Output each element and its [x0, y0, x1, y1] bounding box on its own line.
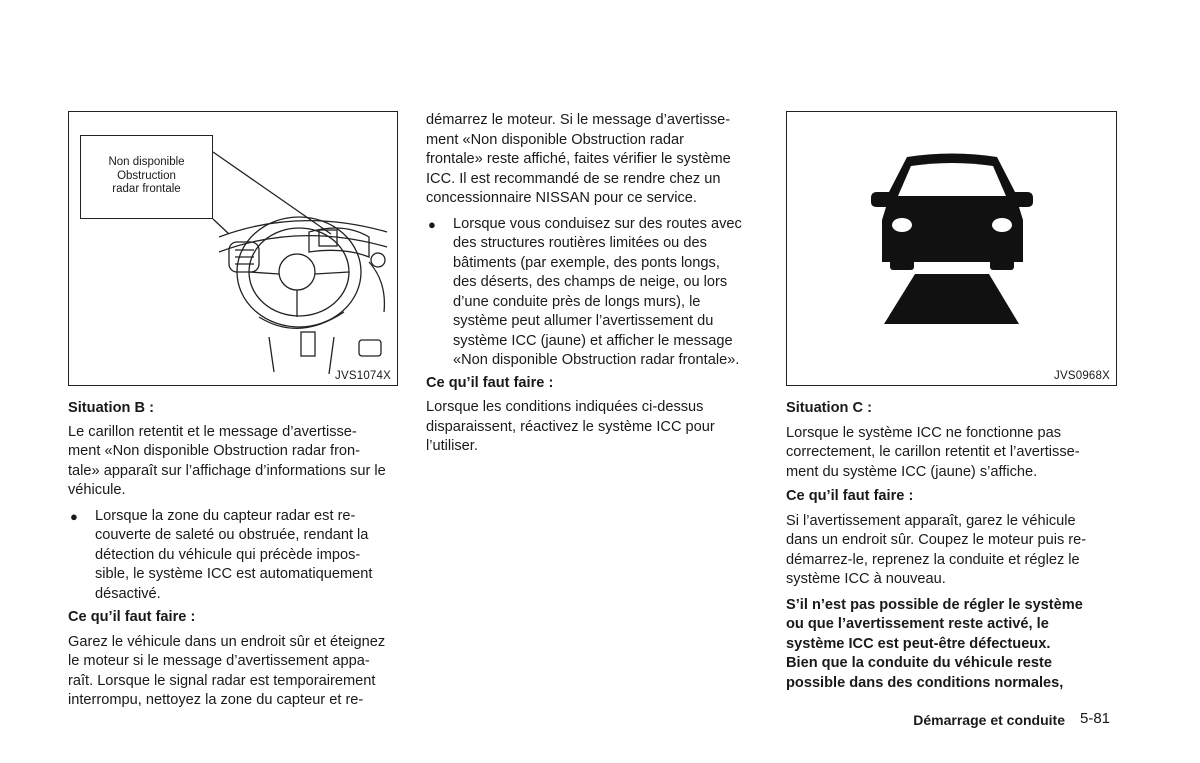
situation-c-heading: Situation C : — [786, 400, 872, 416]
action-line: disparaissent, réactivez le système ICC pour — [426, 418, 715, 435]
middle-column — [426, 111, 758, 457]
situation-b-heading: Situation B : — [68, 400, 154, 416]
warning-line: possible dans des conditions normales, — [786, 674, 1064, 691]
bullet-line: d’une conduite près de longs murs), le — [453, 293, 701, 310]
footer-section-title: Démarrage et conduite — [913, 712, 1065, 728]
bullet-dot: ● — [70, 508, 78, 524]
continued-line: frontale» reste affiché, faites vérifier le système — [426, 151, 731, 167]
action-line: le moteur si le message d’avertissement appa- — [68, 653, 370, 669]
action-line: dans un endroit sûr. Coupez le moteur puis re- — [786, 532, 1087, 548]
bullet-line: des déserts, des champs de neige, ou lors — [453, 274, 728, 290]
intro-line: ment du système ICC (jaune) s’affiche. — [786, 463, 1038, 480]
figure-situation-b — [68, 111, 398, 386]
continued-line: concessionnaire NISSAN pour ce service. — [426, 190, 697, 206]
continued-line: ICC. Il est recommandé de se rendre chez un — [426, 170, 721, 187]
message-line: Non disponible — [108, 156, 185, 168]
bullet-line: système peut allumer l’avertissement du — [453, 313, 714, 329]
action-line: l’utiliser. — [426, 438, 478, 454]
bullet-line: Lorsque vous conduisez sur des routes avec — [453, 215, 742, 232]
bullet-line: des structures routières limitées ou des — [453, 235, 707, 251]
warning-line: S’il n’est pas possible de régler le système — [786, 596, 1083, 613]
figure-situation-c — [786, 111, 1117, 386]
action-line: Lorsque les conditions indiquées ci-dessus — [426, 399, 704, 415]
bullet-line: Lorsque la zone du capteur radar est re- — [95, 507, 356, 524]
warning-line: système ICC est peut-être défectueux. — [786, 635, 1051, 652]
action-line: système ICC à nouveau. — [786, 571, 946, 587]
intro-line: véhicule. — [68, 482, 126, 498]
bullet-line: système ICC (jaune) et afficher le message — [453, 332, 733, 349]
left-column — [68, 399, 400, 711]
action-heading: Ce qu’il faut faire : — [786, 488, 914, 504]
action-line: démarrez-le, reprenez la conduite et réglez le — [786, 551, 1080, 568]
intro-line: ment «Non disponible Obstruction radar fron- — [68, 443, 361, 459]
warning-line: Bien que la conduite du véhicule reste — [786, 655, 1052, 671]
right-column — [786, 399, 1118, 693]
action-line: raît. Lorsque le signal radar est temporairement — [68, 672, 376, 689]
bullet-line: désactivé. — [95, 585, 161, 602]
bullet-dot: ● — [428, 216, 436, 232]
message-line: Obstruction — [117, 169, 176, 182]
action-line: Si l’avertissement apparaît, garez le véhicule — [786, 512, 1076, 529]
continued-line: démarrez le moteur. Si le message d’avertisse- — [426, 112, 731, 128]
action-line: Garez le véhicule dans un endroit sûr et éteignez — [68, 633, 386, 650]
figure-code: JVS0968X — [1054, 370, 1110, 382]
bullet-line: couverte de saleté ou obstruée, rendant la — [95, 527, 369, 543]
action-line: interrompu, nettoyez la zone du capteur et re- — [68, 692, 364, 708]
action-heading: Ce qu’il faut faire : — [68, 609, 196, 625]
intro-line: correctement, le carillon retentit et l’avertisse- — [786, 444, 1080, 460]
action-heading: Ce qu’il faut faire : — [426, 374, 554, 391]
figure-code: JVS1074X — [335, 370, 391, 382]
bullet-line: sible, le système ICC est automatiquement — [95, 566, 373, 582]
bullet-item — [426, 215, 758, 371]
intro-line: tale» apparaît sur l’affichage d’informations sur le — [68, 462, 386, 479]
bullet-line: «Non disponible Obstruction radar frontale». — [453, 352, 740, 368]
bullet-line: bâtiments (par exemple, des ponts longs, — [453, 254, 720, 271]
bullet-item — [68, 507, 400, 605]
intro-line: Lorsque le système ICC ne fonctionne pas — [786, 424, 1062, 441]
message-display-box — [80, 135, 213, 219]
warning-line: ou que l’avertissement reste activé, le — [786, 616, 1049, 632]
intro-line: Le carillon retentit et le message d’avertisse- — [68, 423, 357, 440]
message-line: radar frontale — [112, 183, 181, 195]
page-number: 5-81 — [1080, 710, 1111, 727]
continued-line: ment «Non disponible Obstruction radar — [426, 131, 684, 148]
vehicle-warning-icon — [787, 112, 1116, 385]
bullet-line: détection du véhicule qui précède impos- — [95, 546, 361, 563]
